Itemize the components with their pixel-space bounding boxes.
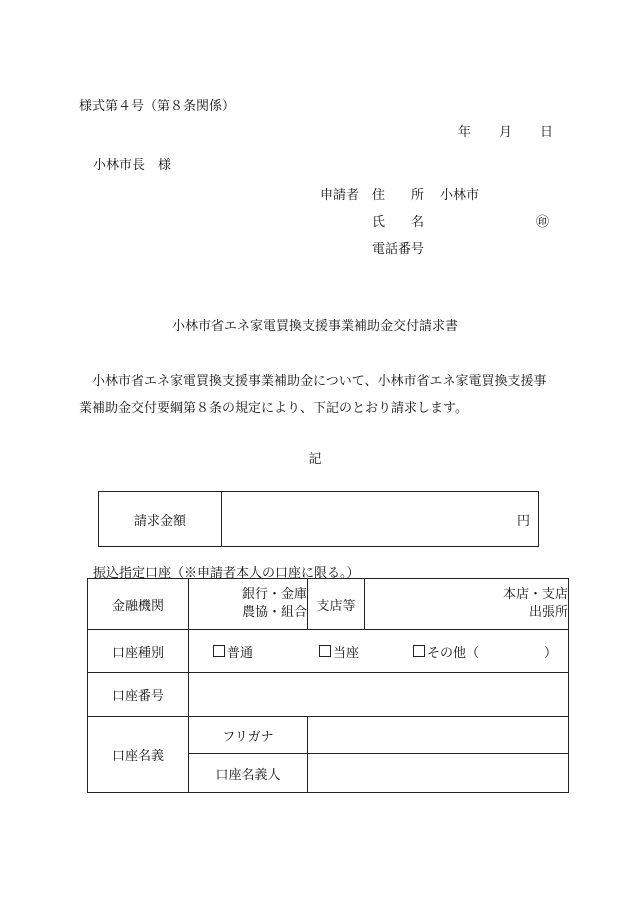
date-day: 日 [540, 125, 554, 140]
date-month: 月 [499, 125, 513, 140]
furigana-field[interactable] [308, 717, 569, 754]
addressee: 小林市長 様 [93, 158, 172, 173]
branch-types-2: 出張所 [528, 605, 568, 620]
document-title: 小林市省エネ家電買換支援事業補助金交付請求書 [171, 319, 458, 334]
checkbox-futsu-label: 普通 [227, 645, 254, 661]
checkbox-icon[interactable] [213, 645, 225, 657]
checkbox-touza[interactable] [319, 642, 413, 661]
amount-label: 請求金額 [99, 492, 222, 547]
holder-name-label: 口座名義人 [189, 754, 308, 793]
name-label: 氏 名 [372, 215, 425, 230]
address-label: 住 所 [372, 188, 425, 203]
institution-types-1: 銀行・金庫 [241, 587, 307, 602]
body-paragraph: 小林市省エネ家電買換支援事業補助金について、小林市省エネ家電買換支援事業補助金交付要綱第８条の規定により、下記のとおり請求します。 [79, 374, 547, 416]
holder-name-field[interactable] [308, 754, 569, 793]
branch-label: 支店等 [308, 579, 365, 630]
seal-mark: ㊞ [536, 215, 550, 230]
date-year: 年 [458, 125, 472, 140]
checkbox-icon[interactable] [319, 645, 331, 657]
amount-table [98, 491, 539, 547]
applicant-label: 申請者 [320, 188, 360, 203]
branch-field[interactable] [365, 579, 569, 630]
furigana-label: フリガナ [189, 717, 308, 754]
amount-field[interactable] [222, 492, 539, 547]
institution-label: 金融機関 [88, 579, 189, 630]
checkbox-futsu[interactable] [213, 642, 319, 661]
branch-types-1: 本店・支店 [502, 587, 568, 602]
phone-label: 電話番号 [372, 242, 425, 257]
account-type-options [189, 630, 569, 673]
bank-account-table [87, 578, 569, 793]
checkbox-other-label: その他（ ） [427, 645, 558, 661]
checkbox-touza-label: 当座 [333, 645, 360, 661]
institution-types-2: 農協・組合 [241, 605, 307, 620]
address-value[interactable]: 小林市 [440, 188, 480, 203]
checkbox-other[interactable] [413, 642, 557, 661]
date-line [458, 121, 553, 140]
account-type-label: 口座種別 [88, 630, 189, 673]
form-number: 様式第４号（第８条関係） [79, 99, 236, 114]
ki-heading: 記 [308, 452, 322, 467]
checkbox-icon[interactable] [413, 645, 425, 657]
amount-unit: 円 [516, 513, 530, 529]
institution-field[interactable] [189, 579, 308, 630]
bank-caption: 振込指定口座（※申請者本人の口座に限る。） [93, 566, 360, 581]
applicant-block [320, 180, 549, 261]
account-holder-label: 口座名義 [88, 717, 189, 793]
account-number-field[interactable] [189, 673, 569, 717]
account-number-label: 口座番号 [88, 673, 189, 717]
